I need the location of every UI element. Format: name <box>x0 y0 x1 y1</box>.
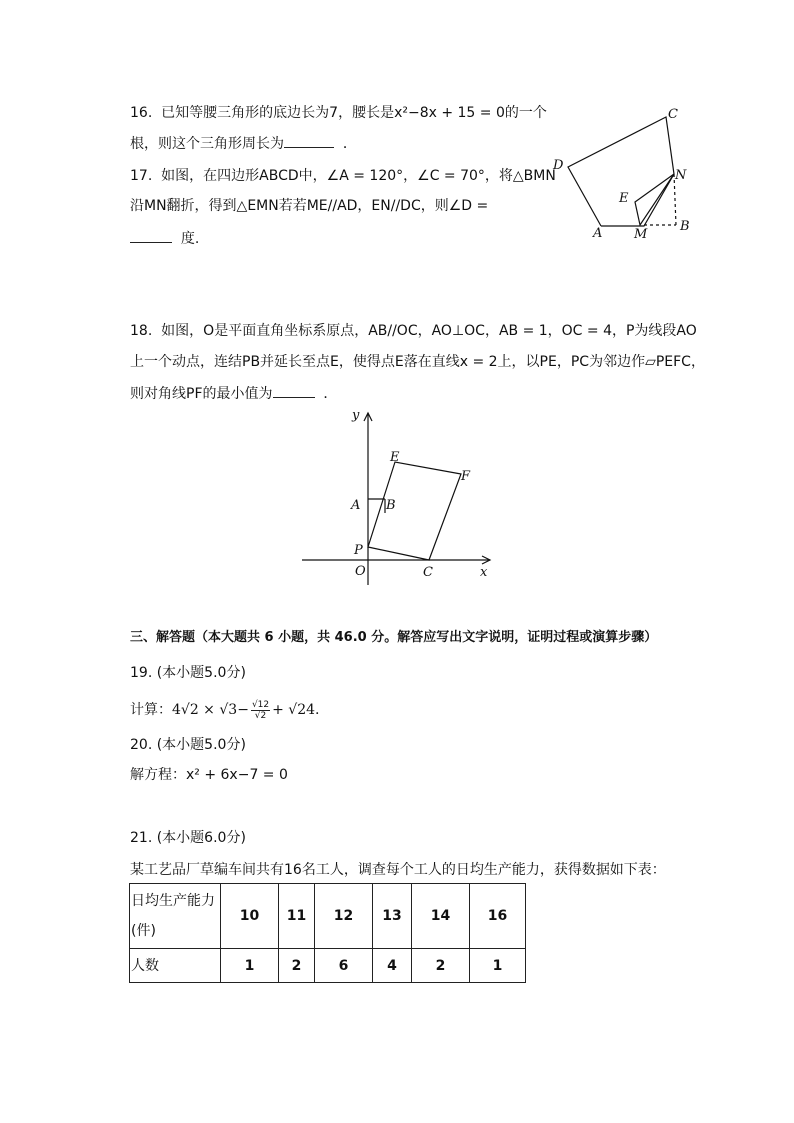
label-p: P <box>354 543 363 558</box>
q19-frac-num: √12 <box>251 699 270 710</box>
table-cell: 2 <box>412 949 470 983</box>
table-cell: 2 <box>279 949 315 983</box>
label-c: C <box>423 565 433 580</box>
q16-text: 已知等腰三角形的底边长为7，腰长是x²−8x + 15 = 0的一个 <box>161 105 547 121</box>
label-a: A <box>593 226 603 241</box>
answer-blank <box>273 385 315 398</box>
table-cell: 10 <box>221 884 279 949</box>
answer-blank <box>284 135 334 148</box>
q18-period: ． <box>323 386 338 402</box>
q18-text-2: 上一个动点，连结PB并延长至点E，使得点E落在直线x = 2上，以PE，PC为邻边作▱PEFC， <box>130 354 705 370</box>
q17-text-2: 沿MN翻折，得到△EMN若若ME//AD，EN//DC，则∠D = <box>130 198 489 214</box>
table-row-label <box>130 884 221 949</box>
table-cell: 1 <box>221 949 279 983</box>
table-row <box>130 884 526 949</box>
q18-line1 <box>130 321 697 341</box>
q19-prefix: 计算： <box>130 702 172 718</box>
q17-text: 如图，在四边形ABCD中，∠A = 120°，∠C = 70°，将△BMN <box>161 168 556 184</box>
q18-line2 <box>130 352 705 372</box>
label-e: E <box>390 450 400 465</box>
figure-outline <box>568 117 674 226</box>
q18-number: 18. <box>130 323 153 339</box>
label-b: B <box>680 219 690 234</box>
table-cell: 4 <box>373 949 412 983</box>
q16-line1 <box>130 103 547 123</box>
table-label-line1: 日均生产能力 <box>131 893 215 909</box>
q16-number: 16. <box>130 105 153 121</box>
label-e: E <box>619 191 629 206</box>
table-label-line2: (件) <box>131 923 156 939</box>
q18-text: 如图，O是平面直角坐标系原点，AB//OC，AO⊥OC，AB = 1，OC = 4，P为线段AO <box>161 323 697 339</box>
q17-unit: 度. <box>180 231 200 247</box>
table-cell: 12 <box>315 884 373 949</box>
table-cell: 6 <box>315 949 373 983</box>
q19-expression <box>130 697 320 723</box>
q21-intro: 某工艺品厂草编车间共有16名工人，调查每个工人的日均生产能力，获得数据如下表： <box>130 862 666 878</box>
data-table <box>129 883 526 983</box>
q21-header: 21. (本小题6.0分) <box>130 830 246 846</box>
table-cell: 1 <box>470 949 526 983</box>
table-cell: 13 <box>373 884 412 949</box>
label-m: M <box>634 227 648 242</box>
q16-period: ． <box>342 136 357 152</box>
parallelogram-pefc <box>368 462 461 560</box>
q19-header: 19. (本小题5.0分) <box>130 665 246 681</box>
q19-fraction <box>251 700 270 721</box>
q19-frac-den: √2 <box>254 710 267 721</box>
section-heading: 三、解答题（本大题共 6 小题，共 46.0 分。解答应写出文字说明，证明过程或演算步骤） <box>130 630 658 645</box>
label-a: A <box>351 498 361 513</box>
label-n: N <box>675 168 687 183</box>
table-cell: 16 <box>470 884 526 949</box>
coordinate-figure <box>298 405 498 585</box>
table-cell: 11 <box>279 884 315 949</box>
q20-header: 20. (本小题5.0分) <box>130 737 246 753</box>
q17-number: 17. <box>130 168 153 184</box>
q17-line3 <box>130 229 199 249</box>
label-f: F <box>461 469 471 484</box>
label-d: D <box>553 158 564 173</box>
q17-line2 <box>130 196 488 216</box>
q18-line3 <box>130 384 337 404</box>
q20-text: 解方程：x² + 6x−7 = 0 <box>130 767 288 783</box>
quadrilateral-figure <box>548 102 698 242</box>
answer-blank <box>130 230 172 243</box>
label-b: B <box>386 498 396 513</box>
label-o: O <box>355 564 366 579</box>
label-y: y <box>352 408 360 423</box>
label-c: C <box>668 107 678 122</box>
table-cell: 14 <box>412 884 470 949</box>
q16-line2 <box>130 134 357 154</box>
q16-text-2: 根，则这个三角形周长为 <box>130 136 284 152</box>
table-row-label: 人数 <box>130 949 221 983</box>
q19-expr-b: + √24. <box>272 702 320 718</box>
table-row <box>130 949 526 983</box>
q19-expr-a: 4√2 × √3− <box>172 702 249 718</box>
q17-line1 <box>130 166 556 186</box>
label-x: x <box>480 565 488 580</box>
q18-text-3: 则对角线PF的最小值为 <box>130 386 273 402</box>
triangle-emn <box>635 174 674 225</box>
